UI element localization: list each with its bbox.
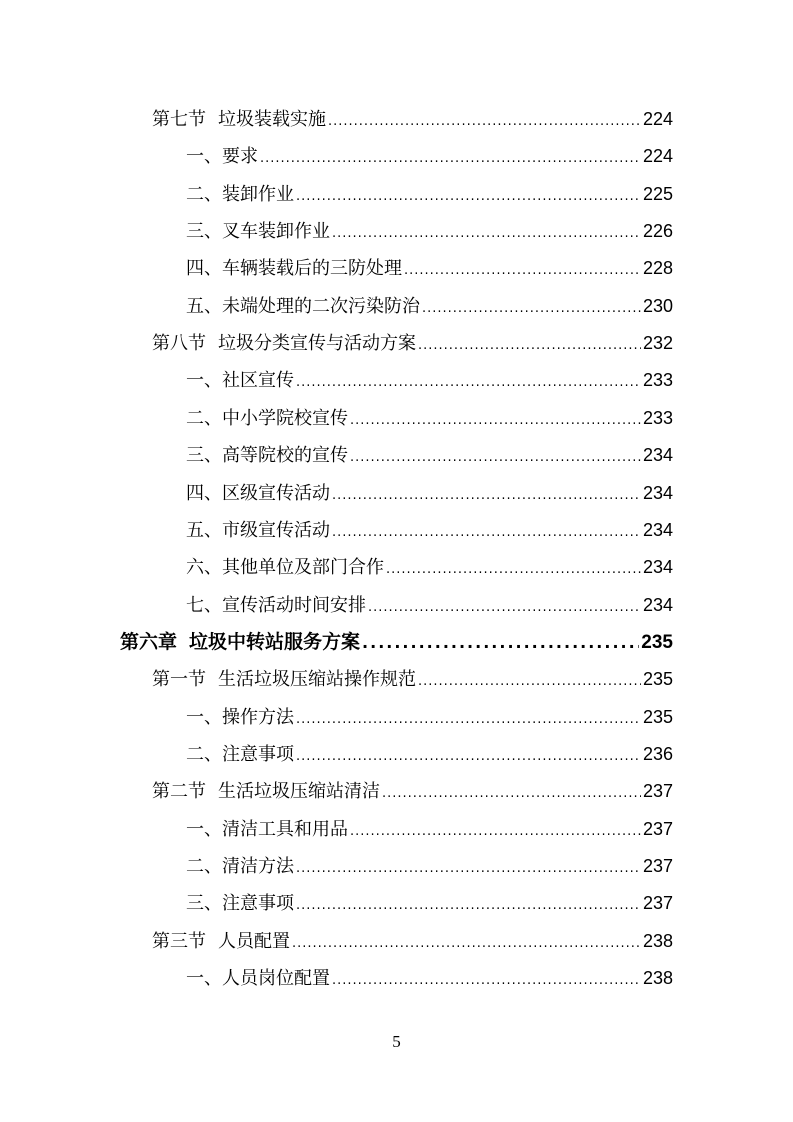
- toc-entry-page: 233: [642, 370, 673, 390]
- toc-entry-label: 第二节: [152, 781, 206, 802]
- toc-entry-page: 234: [642, 445, 673, 465]
- toc-entry-text: 人员岗位配置: [222, 968, 330, 989]
- toc-entry[interactable]: [186, 704, 673, 730]
- toc-entry-label: 四、: [186, 258, 222, 279]
- toc-entry-text: 人员配置: [218, 931, 290, 952]
- toc-entry[interactable]: [152, 778, 673, 804]
- toc-entry-text: 操作方法: [222, 707, 294, 728]
- toc-entry[interactable]: [186, 480, 673, 506]
- toc-leader-dots: [350, 445, 641, 471]
- toc-leader-dots: [296, 856, 641, 882]
- toc-entry-title: [186, 406, 348, 432]
- toc-leader-dots: [332, 221, 641, 247]
- toc-entry-text: 垃圾装载实施: [218, 109, 326, 130]
- toc-entry-label: 三、: [186, 445, 222, 466]
- toc-leader-dots: [332, 483, 641, 509]
- toc-leader-dots: [350, 819, 641, 845]
- toc-entry-label: 第一节: [152, 669, 206, 690]
- toc-entry-label: 五、: [186, 520, 222, 541]
- toc-entry-page: 237: [642, 819, 673, 839]
- toc-entry-page: 226: [642, 221, 673, 241]
- toc-entry-title: [186, 443, 348, 469]
- toc-entry-title: [186, 555, 384, 581]
- toc-leader-dots: [422, 296, 641, 322]
- toc-entry-label: 第七节: [152, 109, 206, 130]
- toc-entry[interactable]: [186, 442, 673, 468]
- toc-entry-text: 叉车装卸作业: [222, 221, 330, 242]
- toc-entry-text: 宣传活动时间安排: [222, 595, 366, 616]
- toc-entry-label: 一、: [186, 146, 222, 167]
- toc-leader-dots: [332, 520, 641, 546]
- toc-entry-text: 注意事项: [222, 744, 294, 765]
- toc-entry-page: 224: [642, 146, 673, 166]
- toc-entry-page: 233: [642, 408, 673, 428]
- toc-leader-dots: [362, 630, 639, 656]
- toc-entry-title: [186, 854, 294, 880]
- toc-leader-dots: [368, 595, 641, 621]
- toc-entry-title: [186, 891, 294, 917]
- toc-entry-text: 清洁方法: [222, 856, 294, 877]
- toc-leader-dots: [382, 781, 641, 807]
- toc-leader-dots: [296, 184, 641, 210]
- toc-entry-page: 235: [642, 707, 673, 727]
- page-number: 5: [392, 1032, 401, 1051]
- toc-entry-text: 未端处理的二次污染防治: [222, 296, 420, 317]
- toc-leader-dots: [296, 893, 641, 919]
- toc-entry[interactable]: [120, 629, 673, 655]
- toc-entry-text: 区级宣传活动: [222, 483, 330, 504]
- toc-entry-label: 三、: [186, 893, 222, 914]
- toc-entry-page: 237: [642, 856, 673, 876]
- toc-leader-dots: [296, 707, 641, 733]
- toc-entry-page: 236: [642, 744, 673, 764]
- toc-entry-page: 235: [641, 632, 673, 653]
- toc-entry-page: 234: [642, 520, 673, 540]
- toc-entry[interactable]: [152, 330, 673, 356]
- toc-leader-dots: [332, 968, 641, 994]
- toc-entry[interactable]: [186, 592, 673, 618]
- toc-entry-text: 市级宣传活动: [222, 520, 330, 541]
- toc-entry-page: 224: [642, 109, 673, 129]
- toc-entry-text: 生活垃圾压缩站操作规范: [218, 669, 416, 690]
- toc-entry-title: [152, 331, 416, 357]
- toc-entry-label: 第六章: [120, 631, 178, 653]
- toc-entry-title: [186, 518, 330, 544]
- toc-entry-page: 230: [642, 296, 673, 316]
- toc-entry-label: 四、: [186, 483, 222, 504]
- toc-entry[interactable]: [186, 965, 673, 991]
- toc-entry-label: 第三节: [152, 931, 206, 952]
- toc-entry[interactable]: [186, 816, 673, 842]
- toc-entry-page: 234: [642, 483, 673, 503]
- toc-entry-title: [186, 256, 402, 282]
- toc-leader-dots: [328, 109, 641, 135]
- toc-entry[interactable]: [186, 293, 673, 319]
- toc-leader-dots: [292, 931, 641, 957]
- toc-entry-title: [186, 817, 348, 843]
- toc-entry-label: 三、: [186, 221, 222, 242]
- toc-entry-page: 225: [642, 184, 673, 204]
- toc-entry-page: 237: [642, 781, 673, 801]
- toc-leader-dots: [418, 669, 641, 695]
- toc-entry-label: 一、: [186, 968, 222, 989]
- toc-entry-label: 二、: [186, 744, 222, 765]
- toc-entry-label: 第八节: [152, 333, 206, 354]
- toc-entry-title: [152, 667, 416, 693]
- toc-entry-title: [186, 705, 294, 731]
- toc-entry[interactable]: [152, 666, 673, 692]
- toc-entry[interactable]: [152, 928, 673, 954]
- toc-entry-title: [152, 779, 380, 805]
- toc-entry-title: [186, 144, 258, 170]
- toc-entry[interactable]: [186, 255, 673, 281]
- toc-entry-label: 二、: [186, 856, 222, 877]
- toc-entry-page: 228: [642, 258, 673, 278]
- toc-entry-text: 生活垃圾压缩站清洁: [218, 781, 380, 802]
- toc-entry[interactable]: [186, 517, 673, 543]
- toc-entry[interactable]: [186, 367, 673, 393]
- toc-leader-dots: [386, 557, 641, 583]
- toc-entry-label: 二、: [186, 408, 222, 429]
- toc-entry-text: 车辆装载后的三防处理: [222, 258, 402, 279]
- toc-leader-dots: [296, 744, 641, 770]
- toc-entry-title: [186, 368, 294, 394]
- toc-entry-text: 高等院校的宣传: [222, 445, 348, 466]
- toc-entry-title: [186, 742, 294, 768]
- toc-entry-title: [186, 593, 366, 619]
- toc-entry-page: 234: [642, 595, 673, 615]
- toc-entry-label: 一、: [186, 370, 222, 391]
- toc-leader-dots: [350, 408, 641, 434]
- toc-entry-text: 垃圾中转站服务方案: [189, 631, 361, 653]
- toc-leader-dots: [404, 258, 641, 284]
- toc-entry-page: 232: [642, 333, 673, 353]
- toc-entry-title: [186, 182, 294, 208]
- toc-entry[interactable]: [152, 106, 673, 132]
- toc-entry-label: 一、: [186, 707, 222, 728]
- toc-leader-dots: [260, 146, 641, 172]
- toc-entry-page: 234: [642, 557, 673, 577]
- toc-entry-text: 社区宣传: [222, 370, 294, 391]
- toc-entry-text: 垃圾分类宣传与活动方案: [218, 333, 416, 354]
- toc-entry-title: [152, 107, 326, 133]
- toc-entry-title: [152, 929, 290, 955]
- toc-entry[interactable]: [186, 218, 673, 244]
- toc-entry[interactable]: [186, 741, 673, 767]
- toc-entry-title: [186, 481, 330, 507]
- toc-entry-page: 237: [642, 893, 673, 913]
- toc-entry-text: 注意事项: [222, 893, 294, 914]
- toc-entry[interactable]: [186, 181, 673, 207]
- toc-entry[interactable]: [186, 143, 673, 169]
- toc-entry-label: 六、: [186, 557, 222, 578]
- toc-leader-dots: [418, 333, 641, 359]
- toc-entry-text: 要求: [222, 146, 258, 167]
- toc-entry-page: 238: [642, 968, 673, 988]
- toc-entry[interactable]: [186, 853, 673, 879]
- toc-entry-label: 一、: [186, 819, 222, 840]
- toc-leader-dots: [296, 370, 641, 396]
- toc-entry[interactable]: [186, 554, 673, 580]
- toc-entry-label: 二、: [186, 184, 222, 205]
- toc-entry-text: 清洁工具和用品: [222, 819, 348, 840]
- toc-entry[interactable]: [186, 405, 673, 431]
- toc-entry-title: [186, 966, 330, 992]
- toc-entry-label: 五、: [186, 296, 222, 317]
- toc-entry-text: 中小学院校宣传: [222, 408, 348, 429]
- toc-entry-page: 235: [642, 669, 673, 689]
- toc-entry-page: 238: [642, 931, 673, 951]
- toc-entry-text: 其他单位及部门合作: [222, 557, 384, 578]
- toc-entry-title: [186, 294, 420, 320]
- toc-entry-title: [186, 219, 330, 245]
- toc-entry-title: [120, 629, 360, 655]
- toc-entry[interactable]: [186, 890, 673, 916]
- toc-entry-label: 七、: [186, 595, 222, 616]
- toc-entry-text: 装卸作业: [222, 184, 294, 205]
